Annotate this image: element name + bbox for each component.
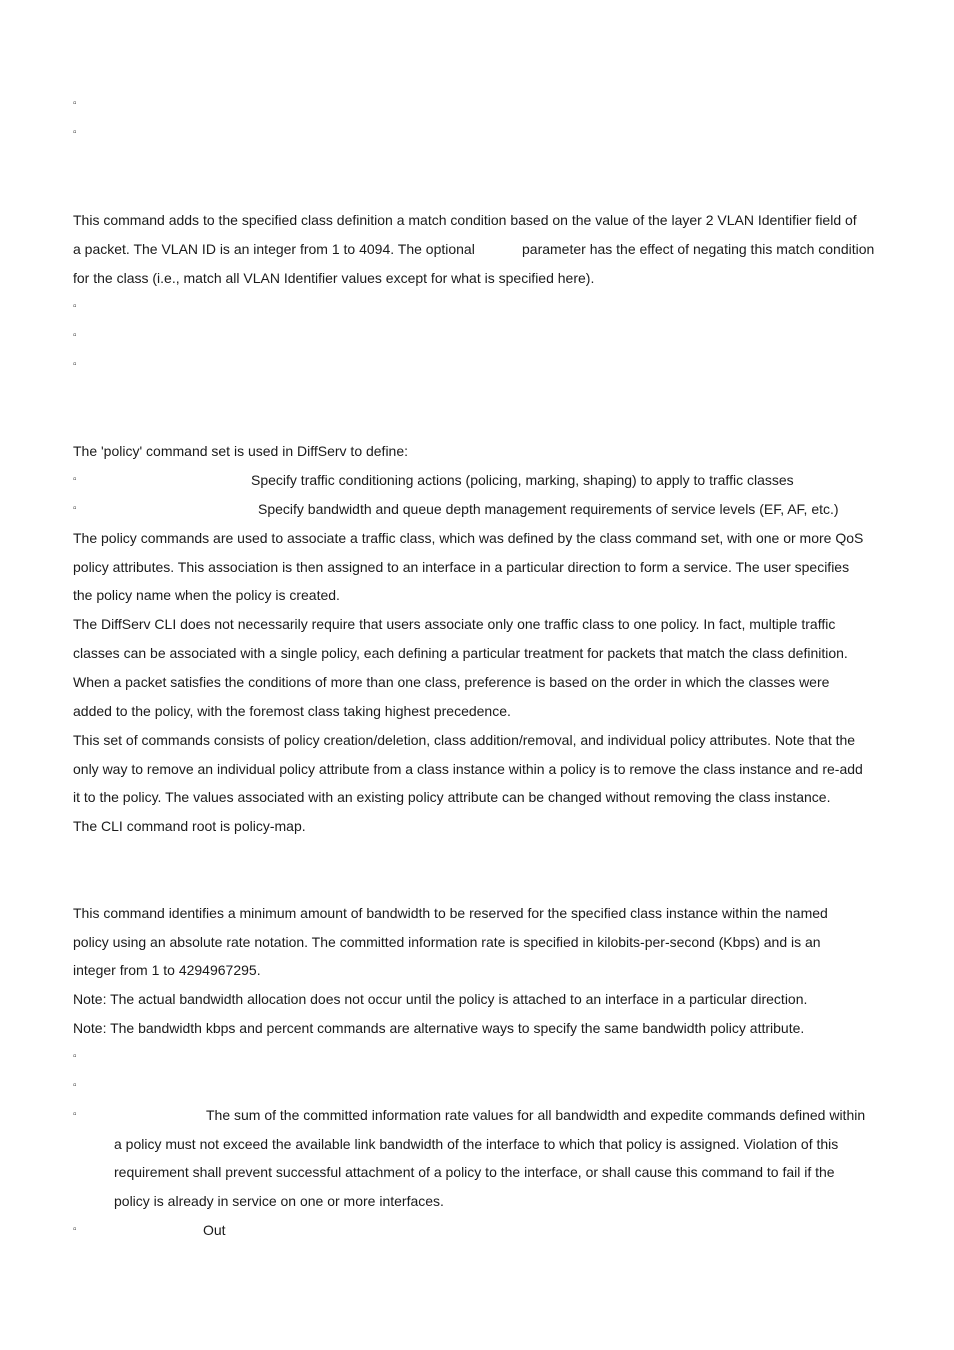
text-line: a packet. The VLAN ID is an integer from 1 to 4094. The optional (73, 241, 475, 257)
note-text: Note: The actual bandwidth allocation does not occur until the policy is attached to an interface in a particular direction. (73, 991, 808, 1007)
bullet-marker: ▫ (73, 301, 77, 312)
bullet-text: Specify bandwidth and queue depth management requirements of service levels (EF, AF, etc.) (258, 501, 839, 517)
text-line: policy attributes. This association is then assigned to an interface in a particular direction to form a service. The user specifies (73, 559, 850, 575)
text-line: This command identifies a minimum amount of bandwidth to be reserved for the specified class instance within the named (73, 905, 828, 921)
text-line: for the class (i.e., match all VLAN Identifier values except for what is specified here). (73, 270, 595, 286)
text-line: The 'policy' command set is used in DiffServ to define: (73, 443, 409, 459)
bullet-marker: ▫ (73, 1080, 77, 1091)
bullet-marker: ▫ (73, 359, 77, 370)
text-line: the policy name when the policy is created. (73, 587, 340, 603)
text-line: only way to remove an individual policy attribute from a class instance within a policy is to remove the class instance and re-add (73, 761, 863, 777)
bullet-marker: ▫ (73, 474, 77, 485)
bullet-marker: ▫ (73, 1224, 77, 1235)
text-line: integer from 1 to 4294967295. (73, 962, 261, 978)
text-line: classes can be associated with a single policy, each defining a particular treatment for packets that match the class definition. (73, 645, 848, 661)
bullet-marker: ▫ (73, 1051, 77, 1062)
text-line: The DiffServ CLI does not necessarily require that users associate only one traffic class to one policy. In fact, multiple traffic (73, 616, 836, 632)
bullet-text: Specify traffic conditioning actions (policing, marking, shaping) to apply to traffic classes (251, 472, 794, 488)
bullet-text: Out (203, 1222, 226, 1238)
note-text: Note: The bandwidth kbps and percent commands are alternative ways to specify the same bandwidth policy attribute. (73, 1020, 805, 1036)
text-line: This command adds to the specified class definition a match condition based on the value of the layer 2 VLAN Identifier field of (73, 212, 857, 228)
text-line: it to the policy. The values associated with an existing policy attribute can be changed without removing the class instance. (73, 789, 831, 805)
bullet-marker: ▫ (73, 503, 77, 514)
text-line: This set of commands consists of policy creation/deletion, class addition/removal, and individual policy attributes. Note that the (73, 732, 856, 748)
text-line: added to the policy, with the foremost class taking highest precedence. (73, 703, 511, 719)
text-line: The policy commands are used to associate a traffic class, which was defined by the class command set, with one or more QoS (73, 530, 864, 546)
bullet-marker: ▫ (73, 330, 77, 341)
bullet-text: a policy must not exceed the available link bandwidth of the interface to which that policy is assigned. Violation of this (114, 1136, 839, 1152)
bullet-text: The sum of the committed information rate values for all bandwidth and expedite commands defined within (206, 1107, 866, 1123)
bullet-marker: ▫ (73, 98, 77, 109)
bullet-marker: ▫ (73, 1109, 77, 1120)
text-line: The CLI command root is policy-map. (73, 818, 306, 834)
text-line: When a packet satisfies the conditions of more than one class, preference is based on the order in which the classes were (73, 674, 830, 690)
bullet-text: requirement shall prevent successful attachment of a policy to the interface, or shall cause this command to fail if the (114, 1164, 835, 1180)
text-line: parameter has the effect of negating this match condition (522, 241, 875, 257)
text-line: policy using an absolute rate notation. The committed information rate is specified in kilobits-per-second (Kbps) and is an (73, 934, 821, 950)
bullet-marker: ▫ (73, 127, 77, 138)
bullet-text: policy is already in service on one or more interfaces. (114, 1193, 444, 1209)
